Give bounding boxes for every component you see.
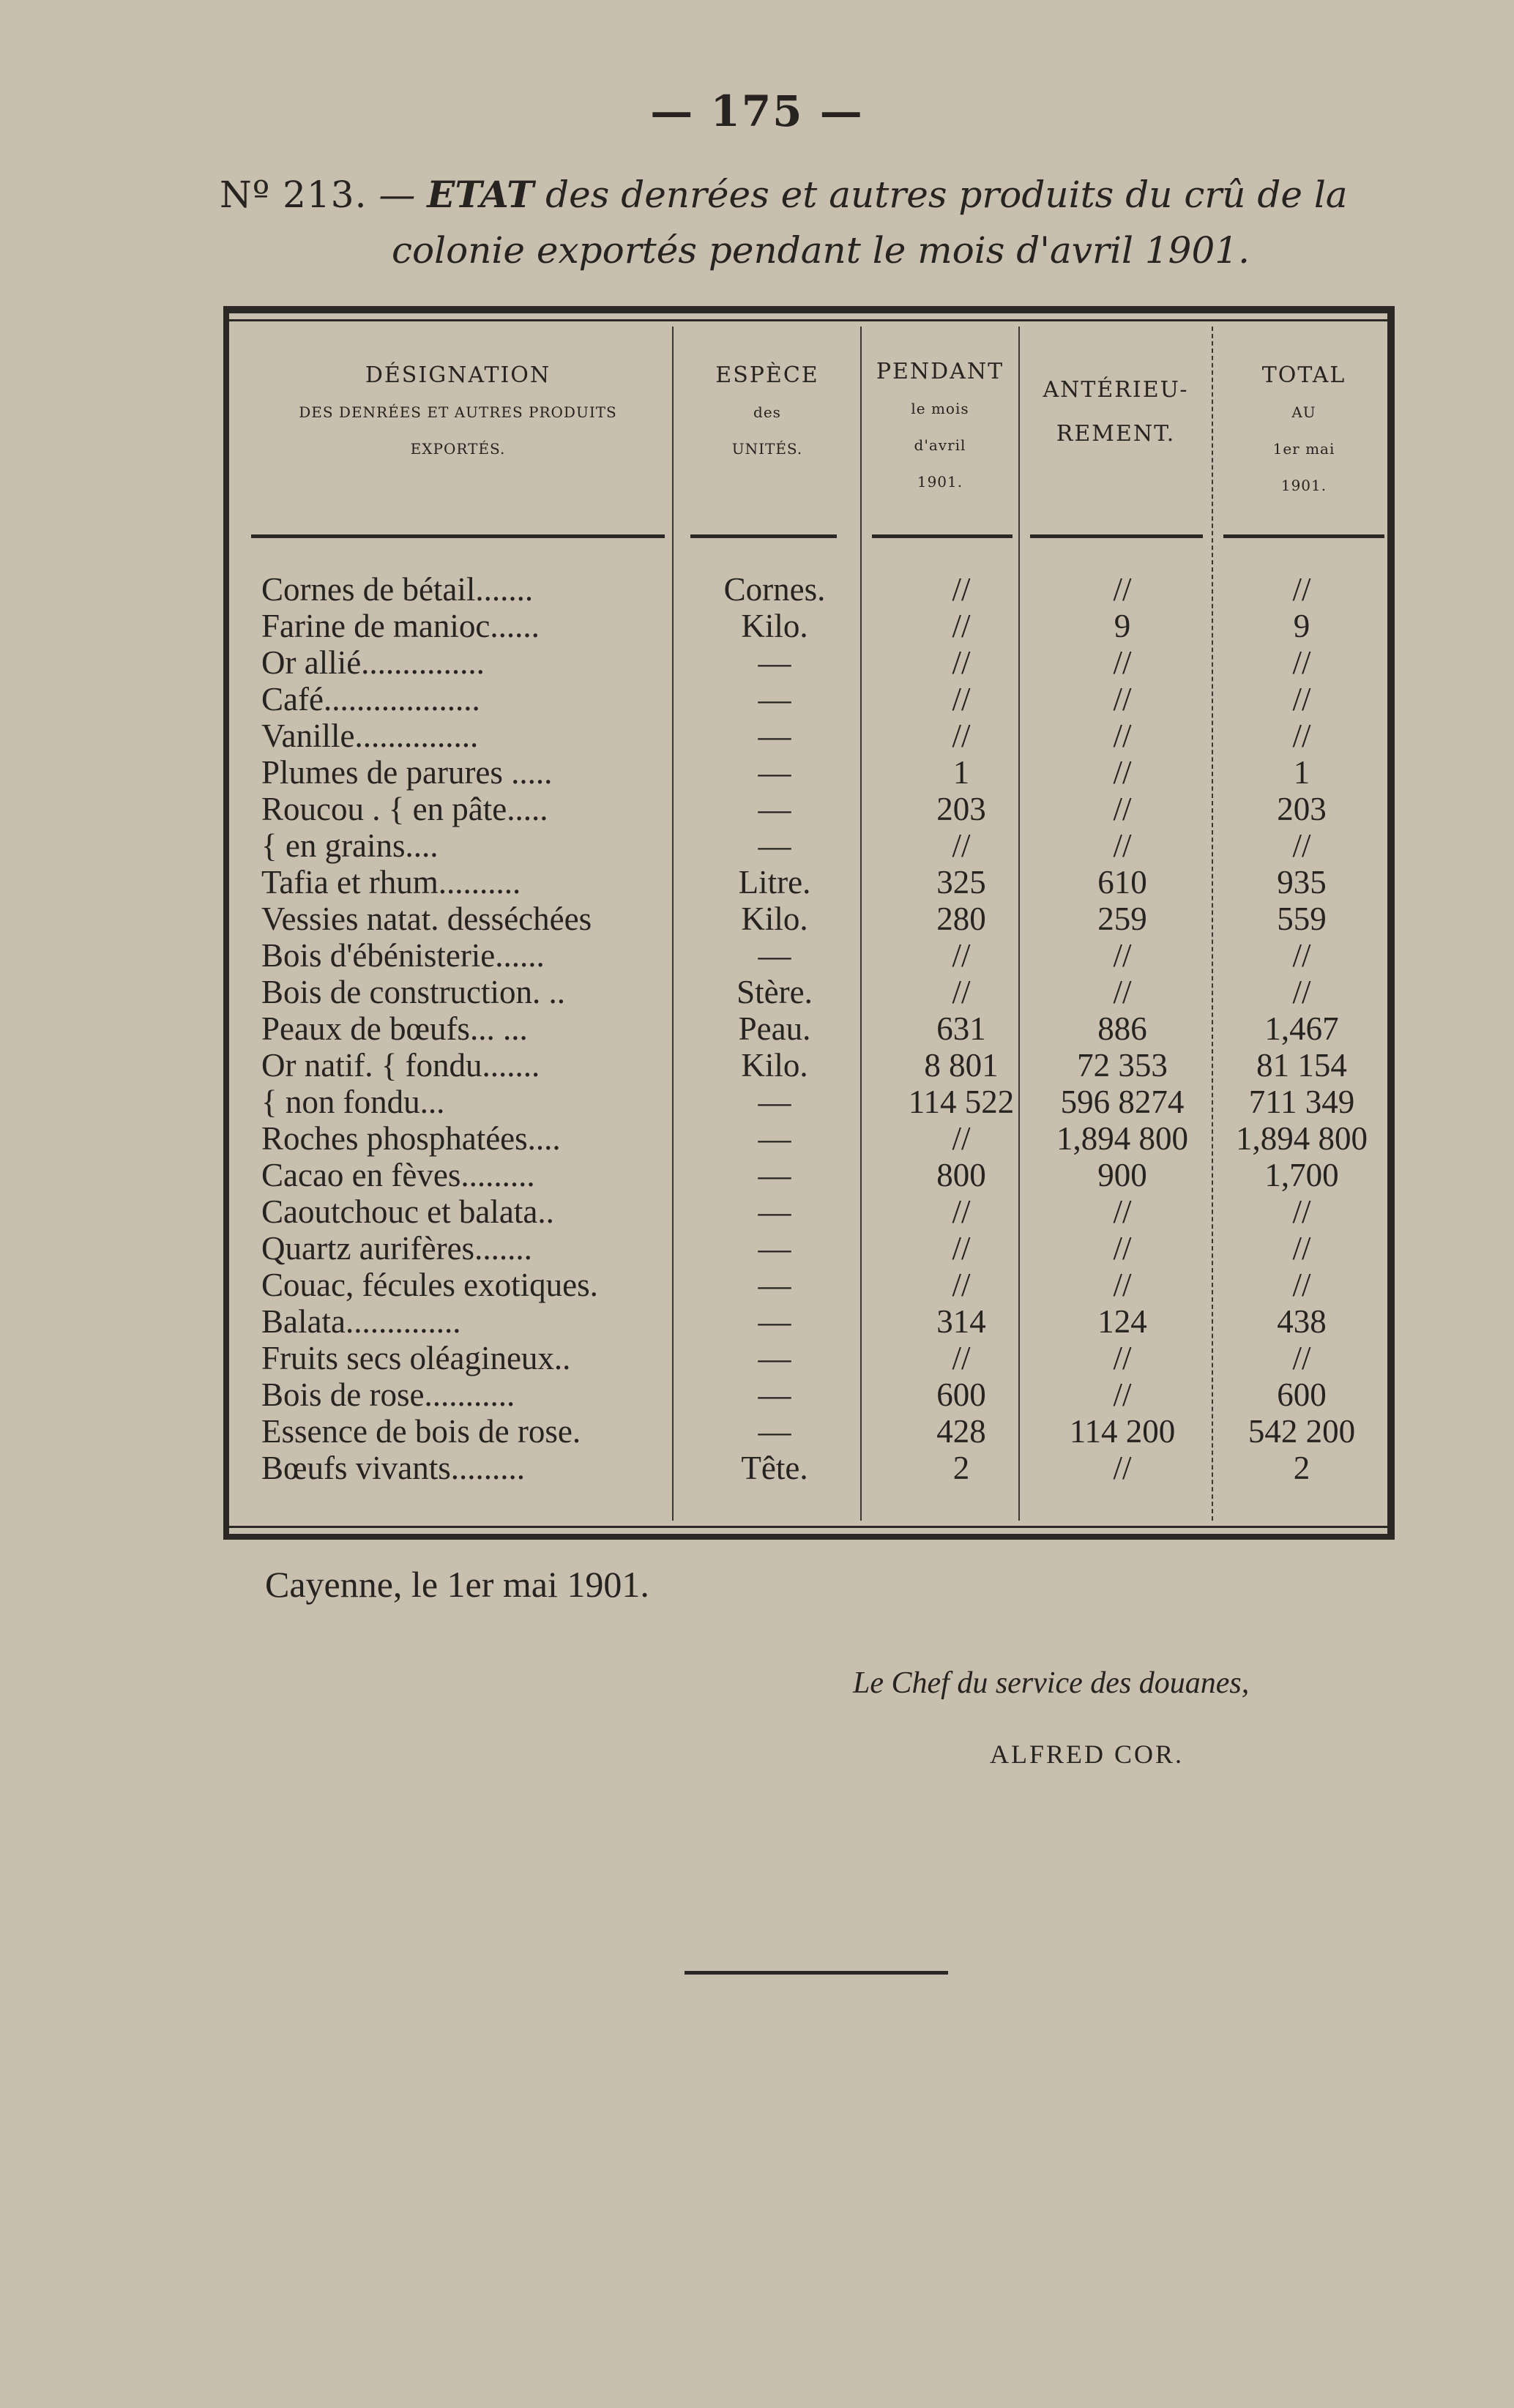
anterieur-cell: // [1113, 571, 1132, 608]
document-title [220, 167, 1406, 278]
title-etat: ETAT [427, 173, 534, 216]
unit-cell: — [758, 717, 791, 754]
unit-cell: — [758, 827, 791, 864]
unit-cell: Tête. [741, 1450, 808, 1486]
anterieur-cell: 1,894 800 [1056, 1120, 1188, 1157]
product-name: Balata.............. [261, 1303, 461, 1340]
header-rule [1030, 534, 1203, 538]
table-row [229, 937, 1387, 974]
unit-cell: — [758, 1193, 791, 1230]
total-cell: 9 [1293, 608, 1310, 644]
header-total [1215, 357, 1393, 504]
table-row [229, 1376, 1387, 1413]
header-pendant-sub3: 1901. [917, 473, 963, 491]
table-row [229, 1084, 1387, 1120]
product-name: { non fondu... [261, 1084, 445, 1120]
header-total-sub1: AU [1291, 403, 1316, 421]
unit-cell: — [758, 1303, 791, 1340]
anterieur-cell: // [1113, 1193, 1132, 1230]
header-anterieu-sub: REMENT. [1056, 421, 1176, 447]
unit-cell: — [758, 644, 791, 681]
signatory-role: Le Chef du service des douanes, [853, 1666, 1250, 1700]
unit-cell: — [758, 1267, 791, 1303]
pendant-cell: 280 [936, 901, 986, 937]
pendant-cell: 114 522 [908, 1084, 1015, 1120]
header-designation-title: DÉSIGNATION [365, 362, 551, 388]
table-row [229, 571, 1387, 608]
pendant-cell: 325 [936, 864, 986, 901]
header-total-sub3: 1901. [1280, 477, 1327, 494]
pendant-cell: 314 [936, 1303, 986, 1340]
total-cell: 559 [1277, 901, 1327, 937]
pendant-cell: // [952, 571, 971, 608]
unit-cell: Kilo. [741, 901, 808, 937]
table-row [229, 1450, 1387, 1486]
table-row [229, 791, 1387, 827]
anterieur-cell: // [1113, 1450, 1132, 1486]
header-espece-sub1: des [753, 403, 781, 421]
total-cell: // [1292, 717, 1311, 754]
table-row [229, 1230, 1387, 1267]
anterieur-cell: // [1113, 1267, 1132, 1303]
table-row [229, 827, 1387, 864]
table-body [229, 571, 1387, 1486]
product-name: Essence de bois de rose. [261, 1413, 581, 1450]
header-designation-sub1: DES DENRÉES ET AUTRES PRODUITS [299, 403, 617, 421]
total-cell: 935 [1277, 864, 1327, 901]
title-dash: — [378, 174, 416, 216]
product-name: Cornes de bétail....... [261, 571, 534, 608]
pendant-cell: 1 [952, 754, 970, 791]
pendant-cell: 428 [936, 1413, 986, 1450]
pendant-cell: // [952, 1193, 971, 1230]
pendant-cell: 600 [936, 1376, 986, 1413]
pendant-cell: 800 [936, 1157, 986, 1193]
product-name: Café................... [261, 681, 480, 717]
table-row [229, 608, 1387, 644]
total-cell: 542 200 [1248, 1413, 1356, 1450]
header-espece-title: ESPÈCE [715, 362, 819, 388]
unit-cell: Cornes. [723, 571, 826, 608]
product-name: Bois de construction. .. [261, 974, 565, 1010]
total-cell: // [1292, 827, 1311, 864]
pendant-cell: // [952, 1267, 971, 1303]
total-cell: // [1292, 1230, 1311, 1267]
anterieur-cell: // [1113, 1376, 1132, 1413]
total-cell: 600 [1277, 1376, 1327, 1413]
header-total-title: TOTAL [1261, 362, 1346, 388]
header-anterieu-title: ANTÉRIEU- [1043, 377, 1189, 403]
total-cell: // [1292, 1340, 1311, 1376]
table-row [229, 644, 1387, 681]
header-espece-sub2: UNITÉS. [731, 440, 803, 458]
anterieur-cell: // [1113, 1230, 1132, 1267]
product-name: Caoutchouc et balata.. [261, 1193, 554, 1230]
header-rule [872, 534, 1013, 538]
total-cell: 1,894 800 [1236, 1120, 1368, 1157]
unit-cell: — [758, 1413, 791, 1450]
unit-cell: — [758, 1120, 791, 1157]
total-cell: // [1292, 644, 1311, 681]
unit-cell: Peau. [738, 1010, 811, 1047]
product-name: Peaux de bœufs... ... [261, 1010, 528, 1047]
total-cell: 2 [1293, 1450, 1310, 1486]
header-anterieurement [1021, 372, 1210, 460]
pendant-cell: // [952, 937, 971, 974]
table-row [229, 1303, 1387, 1340]
pendant-cell: // [952, 644, 971, 681]
anterieur-cell: 72 353 [1077, 1047, 1168, 1084]
pendant-cell: // [952, 717, 971, 754]
total-cell: // [1292, 1193, 1311, 1230]
table-row [229, 1193, 1387, 1230]
product-name: Vanille............... [261, 717, 479, 754]
table-row [229, 864, 1387, 901]
pendant-cell: 203 [936, 791, 986, 827]
header-designation [244, 357, 672, 467]
table-row [229, 681, 1387, 717]
anterieur-cell: // [1113, 1340, 1132, 1376]
product-name: Cacao en fèves......... [261, 1157, 535, 1193]
unit-cell: — [758, 937, 791, 974]
pendant-cell: // [952, 1120, 971, 1157]
unit-cell: Kilo. [741, 1047, 808, 1084]
header-pendant-sub2: d'avril [914, 436, 966, 454]
unit-cell: — [758, 1230, 791, 1267]
pendant-cell: // [952, 608, 971, 644]
header-espece [676, 357, 859, 467]
pendant-cell: 631 [936, 1010, 986, 1047]
table-row [229, 1047, 1387, 1084]
unit-cell: — [758, 1084, 791, 1120]
header-designation-sub2: EXPORTÉS. [410, 440, 506, 458]
place-date: Cayenne, le 1er mai 1901. [265, 1564, 649, 1605]
unit-cell: — [758, 681, 791, 717]
table-row [229, 901, 1387, 937]
anterieur-cell: // [1113, 717, 1132, 754]
header-rule [251, 534, 665, 538]
table-row [229, 1120, 1387, 1157]
header-pendant-sub1: le mois [911, 400, 969, 417]
pendant-cell: // [952, 1340, 971, 1376]
header-rule [690, 534, 837, 538]
title-line1: des denrées et autres produits du crû de la [545, 174, 1348, 216]
total-cell: 81 154 [1256, 1047, 1347, 1084]
anterieur-cell: 124 [1097, 1303, 1147, 1340]
table-bottom-rule [229, 1526, 1387, 1528]
product-name: Bois d'ébénisterie...... [261, 937, 545, 974]
product-name: Roches phosphatées.... [261, 1120, 561, 1157]
table-row [229, 1413, 1387, 1450]
anterieur-cell: // [1113, 791, 1132, 827]
table-row [229, 1267, 1387, 1303]
anterieur-cell: 886 [1097, 1010, 1147, 1047]
total-cell: // [1292, 571, 1311, 608]
signatory-name: ALFRED COR. [990, 1740, 1185, 1769]
total-cell: // [1292, 937, 1311, 974]
total-cell: 203 [1277, 791, 1327, 827]
pendant-cell: // [952, 827, 971, 864]
total-cell: // [1292, 681, 1311, 717]
product-name: Farine de manioc...... [261, 608, 540, 644]
unit-cell: Kilo. [741, 608, 808, 644]
product-name: Vessies natat. desséchées [261, 901, 592, 937]
product-name: Bois de rose........... [261, 1376, 515, 1413]
anterieur-cell: // [1113, 754, 1132, 791]
total-cell: 1,467 [1264, 1010, 1339, 1047]
table-row [229, 1010, 1387, 1047]
table-row [229, 754, 1387, 791]
total-cell: // [1292, 974, 1311, 1010]
pendant-cell: 2 [952, 1450, 970, 1486]
product-name: Bœufs vivants......... [261, 1450, 525, 1486]
header-rule [1223, 534, 1384, 538]
total-cell: 1,700 [1264, 1157, 1339, 1193]
total-cell: 711 349 [1248, 1084, 1355, 1120]
anterieur-cell: // [1113, 827, 1132, 864]
pendant-cell: // [952, 1230, 971, 1267]
table-row [229, 717, 1387, 754]
unit-cell: — [758, 1340, 791, 1376]
anterieur-cell: 610 [1097, 864, 1147, 901]
anterieur-cell: // [1113, 974, 1132, 1010]
anterieur-cell: // [1113, 644, 1132, 681]
product-name: Tafia et rhum.......... [261, 864, 521, 901]
anterieur-cell: 259 [1097, 901, 1147, 937]
anterieur-cell: 9 [1114, 608, 1131, 644]
product-name: { en grains.... [261, 827, 439, 864]
table-row [229, 1157, 1387, 1193]
anterieur-cell: // [1113, 937, 1132, 974]
product-name: Or allié............... [261, 644, 485, 681]
total-cell: 438 [1277, 1303, 1327, 1340]
anterieur-cell: // [1113, 681, 1132, 717]
anterieur-cell: 114 200 [1069, 1413, 1176, 1450]
product-name: Roucou . { en pâte..... [261, 791, 548, 827]
header-pendant-title: PENDANT [876, 359, 1004, 384]
page-number: — 175 — [650, 86, 864, 136]
product-name: Couac, fécules exotiques. [261, 1267, 598, 1303]
pendant-cell: 8 801 [924, 1047, 999, 1084]
unit-cell: Litre. [738, 864, 811, 901]
header-total-sub2: 1er mai [1272, 440, 1335, 458]
table-row [229, 1340, 1387, 1376]
pendant-cell: // [952, 974, 971, 1010]
product-name: Plumes de parures ..... [261, 754, 553, 791]
table-row [229, 974, 1387, 1010]
unit-cell: — [758, 754, 791, 791]
pendant-cell: // [952, 681, 971, 717]
end-rule [685, 1971, 948, 1975]
unit-cell: Stère. [737, 974, 813, 1010]
header-pendant [863, 354, 1017, 500]
anterieur-cell: 900 [1097, 1157, 1147, 1193]
product-name: Quartz aurifères....... [261, 1230, 532, 1267]
unit-cell: — [758, 791, 791, 827]
product-name: Fruits secs oléagineux.. [261, 1340, 571, 1376]
table-top-rule [229, 319, 1387, 321]
unit-cell: — [758, 1376, 791, 1413]
title-line2: colonie exportés pendant le mois d'avril 1901. [392, 229, 1250, 272]
anterieur-cell: 596 8274 [1060, 1084, 1185, 1120]
product-name: Or natif. { fondu....... [261, 1047, 540, 1084]
total-cell: // [1292, 1267, 1311, 1303]
export-table [223, 306, 1395, 1540]
unit-cell: — [758, 1157, 791, 1193]
title-number: Nº 213. [220, 174, 368, 216]
total-cell: 1 [1293, 754, 1310, 791]
